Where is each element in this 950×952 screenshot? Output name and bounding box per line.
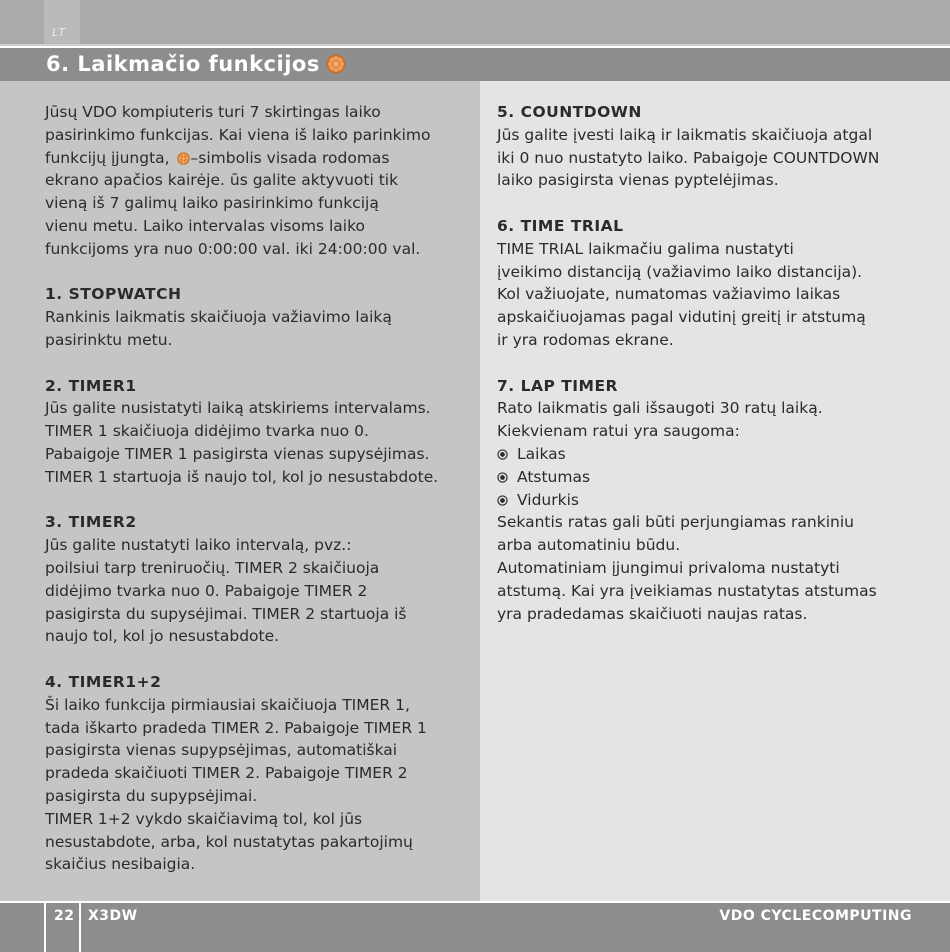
chapter-title-text: 6. Laikmačio funkcijos: [46, 52, 320, 76]
text-line: tada iškarto pradeda TIMER 2. Pabaigoje TIMER 1: [45, 718, 427, 737]
section-time-trial: [497, 215, 937, 352]
text-line: Kiekvienam ratui yra saugoma:: [497, 422, 740, 441]
text-line: Sekantis ratas gali būti perjungiamas rankiniu: [497, 513, 854, 532]
text-line: Rato laikmatis gali išsaugoti 30 ratų laiką.: [497, 399, 823, 418]
list-item: [497, 466, 937, 489]
text-line: TIMER 1+2 vykdo skaičiavimą tol, kol jūs: [45, 809, 363, 828]
section-heading: 4. TIMER1+2: [45, 672, 162, 691]
section-timer1: [45, 375, 470, 489]
page-number: 22: [54, 908, 75, 924]
text-line: įveikimo distanciją (važiavimo laiko distancija).: [497, 262, 863, 281]
text-line: poilsiui tarp treniruočių. TIMER 2 skaičiuoja: [45, 558, 380, 577]
text-line: pasigirsta vienas supypsėjimas, automatiškai: [45, 741, 398, 760]
text-line: yra pradedamas skaičiuoti naujas ratas.: [497, 604, 808, 623]
left-column: [0, 81, 480, 901]
text-fragment: funkcijų įjungta,: [45, 148, 170, 167]
text-line: Automatiniam įjungimui privaloma nustatyti: [497, 558, 840, 577]
text-line: nesustabdote, arba, kol nustatytas pakartojimų: [45, 832, 413, 851]
text-line: [45, 147, 470, 170]
text-line: laiko pasigirsta vienas pyptelėjimas.: [497, 171, 779, 190]
chapter-title-bar: [0, 46, 950, 83]
list-item: [497, 443, 937, 466]
brand-name: VDO CYCLECOMPUTING: [719, 908, 912, 924]
chapter-title: [46, 52, 346, 76]
text-line: Rankinis laikmatis skaičiuoja važiavimo laiką: [45, 308, 392, 327]
text-line: Jūs galite įvesti laiką ir laikmatis skaičiuoja atgal: [497, 125, 873, 144]
list-item-label: Vidurkis: [517, 490, 579, 509]
target-bullet-icon: [497, 495, 508, 506]
section-heading: 6. TIME TRIAL: [497, 216, 624, 235]
text-line: vienu metu. Laiko intervalas visoms laiko: [45, 216, 366, 235]
text-fragment: –simbolis visada rodomas: [190, 148, 390, 167]
text-line: pasirinkimo funkcijas. Kai viena iš laiko parinkimo: [45, 125, 431, 144]
language-tab: [44, 0, 80, 44]
section-heading: 1. STOPWATCH: [45, 285, 182, 304]
text-line: atstumą. Kai yra įveikiamas nustatytas atstumas: [497, 581, 877, 600]
wheel-icon: [326, 54, 346, 74]
right-column-text: [497, 101, 937, 648]
section-heading: 2. TIMER1: [45, 376, 137, 395]
text-line: didėjimo tvarka nuo 0. Pabaigoje TIMER 2: [45, 581, 368, 600]
text-line: Pabaigoje TIMER 1 pasigirsta vienas supysėjimas.: [45, 444, 430, 463]
text-line: ir yra rodomas ekrane.: [497, 330, 674, 349]
model-name: X3DW: [88, 908, 138, 924]
text-line: skaičius nesibaigia.: [45, 855, 196, 874]
top-band: [0, 0, 950, 44]
left-column-text: [45, 101, 470, 899]
text-line: ekrano apačios kairėje. ūs galite aktyvuoti tik: [45, 171, 399, 190]
text-line: vieną iš 7 galimų laiko pasirinkimo funkciją: [45, 194, 379, 213]
text-line: funkcijoms yra nuo 0:00:00 val. iki 24:00:00 val.: [45, 239, 421, 258]
footer-divider: [44, 903, 46, 952]
text-line: TIMER 1 skaičiuoja didėjimo tvarka nuo 0.: [45, 422, 369, 441]
text-line: pasirinktu metu.: [45, 330, 173, 349]
section-heading: 5. COUNTDOWN: [497, 103, 642, 121]
section-heading: 3. TIMER2: [45, 513, 137, 532]
right-column: [480, 81, 950, 901]
intro-paragraph: [45, 101, 470, 261]
footer-divider: [79, 903, 81, 952]
section-heading: 7. LAP TIMER: [497, 376, 618, 395]
text-line: apskaičiuojamas pagal vidutinį greitį ir atstumą: [497, 308, 866, 327]
target-bullet-icon: [497, 449, 508, 460]
text-line: pradeda skaičiuoti TIMER 2. Pabaigoje TIMER 2: [45, 764, 408, 783]
list-item-label: Laikas: [517, 444, 566, 463]
text-line: Kol važiuojate, numatomas važiavimo laikas: [497, 285, 841, 304]
footer-bar: [0, 901, 950, 952]
section-timer2: [45, 511, 470, 648]
text-line: pasigirsta du supysėjimai. TIMER 2 startuoja iš: [45, 604, 407, 623]
section-lap-timer: [497, 375, 937, 626]
list-item-label: Atstumas: [517, 467, 591, 486]
text-line: pasigirsta du supypsėjimai.: [45, 786, 258, 805]
target-bullet-icon: [497, 472, 508, 483]
text-line: Jūsų VDO kompiuteris turi 7 skirtingas laiko: [45, 103, 381, 121]
wheel-icon: [177, 152, 190, 165]
section-timer1-2: [45, 671, 470, 876]
text-line: naujo tol, kol jo nesustabdote.: [45, 627, 280, 646]
list-item: [497, 489, 937, 512]
language-code: LT: [52, 26, 67, 39]
text-line: TIME TRIAL laikmačiu galima nustatyti: [497, 239, 794, 258]
text-line: TIMER 1 startuoja iš naujo tol, kol jo nesustabdote.: [45, 467, 439, 486]
text-line: Ši laiko funkcija pirmiausiai skaičiuoja TIMER 1,: [45, 695, 410, 714]
text-line: arba automatiniu būdu.: [497, 536, 681, 555]
section-countdown: [497, 101, 937, 192]
text-line: iki 0 nuo nustatyto laiko. Pabaigoje COUNTDOWN: [497, 148, 880, 167]
text-line: Jūs galite nustatyti laiko intervalą, pvz.:: [45, 536, 352, 555]
section-stopwatch: [45, 283, 470, 351]
text-line: Jūs galite nusistatyti laiką atskiriems intervalams.: [45, 399, 431, 418]
